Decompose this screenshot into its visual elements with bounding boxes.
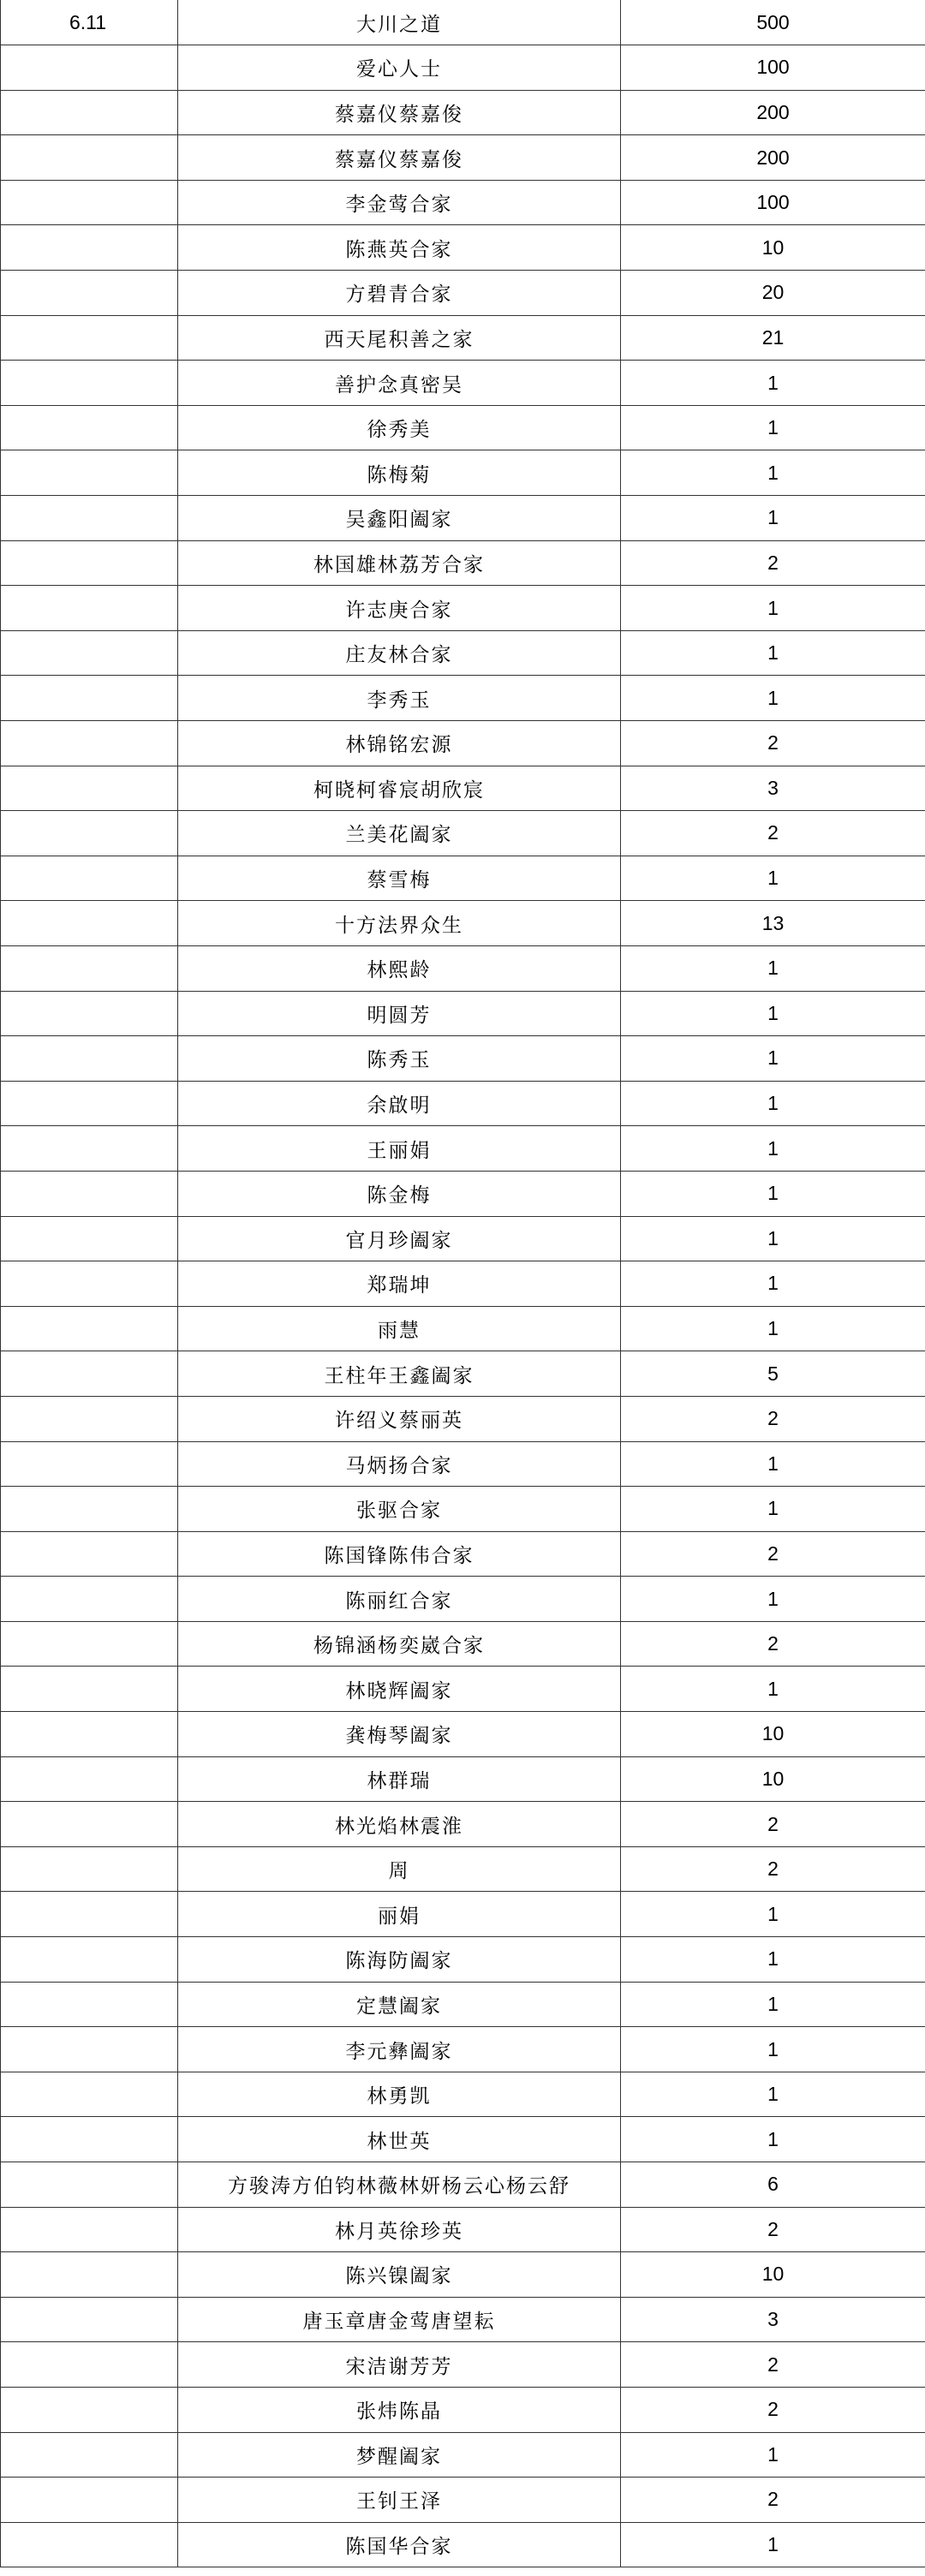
date-cell: [1, 361, 178, 406]
table-row: [1, 2027, 925, 2072]
date-cell: [1, 180, 178, 225]
donor-name-cell: 陈兴镍阖家: [178, 2252, 621, 2298]
date-cell: [1, 135, 178, 181]
date-cell: [1, 2117, 178, 2162]
donor-name-cell: 林熙龄: [178, 945, 621, 991]
table-row: [1, 45, 925, 91]
donor-name-cell: 林国雄林荔芳合家: [178, 540, 621, 586]
date-cell: [1, 405, 178, 450]
date-cell: [1, 1892, 178, 1937]
date-cell: [1, 1937, 178, 1983]
amount-cell: 1: [621, 2522, 925, 2567]
date-cell: [1, 2342, 178, 2388]
date-cell: [1, 2297, 178, 2342]
donor-name-cell: 蔡嘉仪蔡嘉俊: [178, 135, 621, 181]
donor-name-cell: 王丽娟: [178, 1126, 621, 1172]
date-cell: [1, 315, 178, 361]
amount-cell: 100: [621, 180, 925, 225]
donor-name-cell: 龚梅琴阖家: [178, 1712, 621, 1757]
table-row: [1, 1441, 925, 1487]
donor-name-cell: 梦醒阖家: [178, 2432, 621, 2478]
donor-name-cell: 余啟明: [178, 1081, 621, 1126]
amount-cell: 1: [621, 1937, 925, 1983]
donor-name-cell: 兰美花阖家: [178, 811, 621, 856]
amount-cell: 1: [621, 630, 925, 676]
table-row: [1, 1802, 925, 1847]
table-row: [1, 2207, 925, 2252]
date-cell: [1, 1171, 178, 1216]
donor-name-cell: 唐玉章唐金莺唐望耘: [178, 2297, 621, 2342]
amount-cell: 2: [621, 721, 925, 766]
table-row: [1, 1756, 925, 1802]
date-cell: [1, 1846, 178, 1892]
table-row: [1, 2162, 925, 2208]
date-cell: [1, 496, 178, 541]
donor-name-cell: 吴鑫阳阖家: [178, 496, 621, 541]
date-cell: [1, 2207, 178, 2252]
amount-cell: 10: [621, 2252, 925, 2298]
date-cell: [1, 90, 178, 135]
date-cell: [1, 1081, 178, 1126]
date-cell: [1, 676, 178, 721]
donor-name-cell: 李金莺合家: [178, 180, 621, 225]
donor-name-cell: 徐秀美: [178, 405, 621, 450]
table-row: [1, 271, 925, 316]
amount-cell: 1: [621, 1081, 925, 1126]
donor-name-cell: 陈金梅: [178, 1171, 621, 1216]
donor-name-cell: 陈国锋陈伟合家: [178, 1531, 621, 1577]
table-row: [1, 2387, 925, 2432]
table-row: [1, 1396, 925, 1441]
donor-name-cell: 陈秀玉: [178, 1036, 621, 1082]
amount-cell: 1: [621, 1577, 925, 1622]
amount-cell: 1: [621, 945, 925, 991]
table-row: [1, 1621, 925, 1667]
date-cell: [1, 1982, 178, 2027]
amount-cell: 2: [621, 1531, 925, 1577]
date-cell: [1, 271, 178, 316]
date-cell: [1, 1756, 178, 1802]
date-cell: [1, 811, 178, 856]
date-cell: [1, 1396, 178, 1441]
donor-name-cell: 张炜陈晶: [178, 2387, 621, 2432]
date-cell: [1, 225, 178, 271]
amount-cell: 1: [621, 2432, 925, 2478]
donor-name-cell: 柯晓柯睿宸胡欣宸: [178, 766, 621, 811]
table-row: [1, 586, 925, 631]
donor-name-cell: 马炳扬合家: [178, 1441, 621, 1487]
date-cell: [1, 540, 178, 586]
date-cell: [1, 1261, 178, 1307]
date-cell: [1, 991, 178, 1036]
date-cell: [1, 1531, 178, 1577]
amount-cell: 1: [621, 1126, 925, 1172]
date-cell: [1, 1577, 178, 1622]
amount-cell: 1: [621, 1216, 925, 1261]
table-row: [1, 1171, 925, 1216]
date-cell: [1, 1351, 178, 1397]
donor-name-cell: 林勇凯: [178, 2072, 621, 2117]
table-row: [1, 721, 925, 766]
donor-name-cell: 杨锦涵杨奕崴合家: [178, 1621, 621, 1667]
date-cell: [1, 1487, 178, 1532]
table-row: [1, 1126, 925, 1172]
date-cell: [1, 1036, 178, 1082]
amount-cell: 13: [621, 901, 925, 946]
amount-cell: 10: [621, 225, 925, 271]
donor-name-cell: 蔡嘉仪蔡嘉俊: [178, 90, 621, 135]
date-cell: [1, 2522, 178, 2567]
donor-name-cell: 明圆芳: [178, 991, 621, 1036]
donor-name-cell: 林锦铭宏源: [178, 721, 621, 766]
donor-name-cell: 方碧青合家: [178, 271, 621, 316]
amount-cell: 1: [621, 1261, 925, 1307]
table-row: [1, 135, 925, 181]
table-row: [1, 945, 925, 991]
table-row: [1, 1667, 925, 1712]
table-row: [1, 2432, 925, 2478]
date-cell: [1, 856, 178, 901]
donor-name-cell: 林月英徐珍英: [178, 2207, 621, 2252]
amount-cell: 1: [621, 1982, 925, 2027]
amount-cell: 1: [621, 991, 925, 1036]
amount-cell: 2: [621, 1621, 925, 1667]
table-row: [1, 1261, 925, 1307]
amount-cell: 1: [621, 2117, 925, 2162]
donor-name-cell: 李元彝阖家: [178, 2027, 621, 2072]
date-cell: [1, 450, 178, 496]
table-row: [1, 1036, 925, 1082]
donor-name-cell: 王柱年王鑫阖家: [178, 1351, 621, 1397]
donor-name-cell: 陈海防阖家: [178, 1937, 621, 1983]
date-cell: [1, 45, 178, 91]
table-row: [1, 2252, 925, 2298]
table-row: [1, 1712, 925, 1757]
amount-cell: 2: [621, 2342, 925, 2388]
date-cell: [1, 2432, 178, 2478]
table-row: [1, 1306, 925, 1351]
table-row: [1, 2478, 925, 2523]
amount-cell: 2: [621, 1846, 925, 1892]
table-row: [1, 1577, 925, 1622]
amount-cell: 1: [621, 1441, 925, 1487]
amount-cell: 2: [621, 811, 925, 856]
amount-cell: 100: [621, 45, 925, 91]
amount-cell: 20: [621, 271, 925, 316]
ledger-body: [1, 0, 925, 2567]
date-cell: [1, 2027, 178, 2072]
date-cell: [1, 1712, 178, 1757]
date-cell: [1, 2252, 178, 2298]
amount-cell: 2: [621, 2478, 925, 2523]
table-row: [1, 2297, 925, 2342]
table-row: [1, 856, 925, 901]
donor-name-cell: 周: [178, 1846, 621, 1892]
date-cell: [1, 2387, 178, 2432]
donor-name-cell: 蔡雪梅: [178, 856, 621, 901]
table-row: [1, 315, 925, 361]
amount-cell: 3: [621, 2297, 925, 2342]
table-row: [1, 1081, 925, 1126]
date-cell: [1, 586, 178, 631]
amount-cell: 10: [621, 1756, 925, 1802]
amount-cell: 1: [621, 450, 925, 496]
date-cell: 6.11: [1, 0, 178, 45]
amount-cell: 1: [621, 1036, 925, 1082]
table-row: [1, 90, 925, 135]
table-row: [1, 405, 925, 450]
date-cell: [1, 630, 178, 676]
date-cell: [1, 1126, 178, 1172]
donor-name-cell: 大川之道: [178, 0, 621, 45]
donor-name-cell: 郑瑞坤: [178, 1261, 621, 1307]
amount-cell: 1: [621, 2027, 925, 2072]
date-cell: [1, 1441, 178, 1487]
date-cell: [1, 945, 178, 991]
amount-cell: 1: [621, 1487, 925, 1532]
amount-cell: 200: [621, 135, 925, 181]
amount-cell: 1: [621, 496, 925, 541]
table-row: [1, 811, 925, 856]
donor-name-cell: 林群瑞: [178, 1756, 621, 1802]
donor-name-cell: 林世英: [178, 2117, 621, 2162]
table-row: [1, 1531, 925, 1577]
amount-cell: 1: [621, 1667, 925, 1712]
date-cell: [1, 1306, 178, 1351]
amount-cell: 1: [621, 405, 925, 450]
table-row: [1, 450, 925, 496]
donor-name-cell: 陈国华合家: [178, 2522, 621, 2567]
amount-cell: 2: [621, 2387, 925, 2432]
donor-name-cell: 善护念真密吴: [178, 361, 621, 406]
date-cell: [1, 901, 178, 946]
donor-name-cell: 十方法界众生: [178, 901, 621, 946]
table-row: [1, 2072, 925, 2117]
donor-name-cell: 林晓辉阖家: [178, 1667, 621, 1712]
table-row: [1, 225, 925, 271]
table-row: [1, 1216, 925, 1261]
date-cell: [1, 2072, 178, 2117]
date-cell: [1, 1216, 178, 1261]
amount-cell: 1: [621, 676, 925, 721]
amount-cell: 1: [621, 1892, 925, 1937]
amount-cell: 1: [621, 1171, 925, 1216]
table-row: [1, 1937, 925, 1983]
donor-name-cell: 宋洁谢芳芳: [178, 2342, 621, 2388]
date-cell: [1, 766, 178, 811]
amount-cell: 1: [621, 1306, 925, 1351]
donor-name-cell: 陈丽红合家: [178, 1577, 621, 1622]
table-row: [1, 1846, 925, 1892]
donor-name-cell: 林光焰林震淮: [178, 1802, 621, 1847]
table-row: [1, 496, 925, 541]
donor-name-cell: 雨慧: [178, 1306, 621, 1351]
amount-cell: 6: [621, 2162, 925, 2208]
donor-name-cell: 庄友林合家: [178, 630, 621, 676]
donor-name-cell: 官月珍阖家: [178, 1216, 621, 1261]
donor-name-cell: 许志庚合家: [178, 586, 621, 631]
table-row: [1, 766, 925, 811]
amount-cell: 200: [621, 90, 925, 135]
table-row: [1, 1982, 925, 2027]
amount-cell: 10: [621, 1712, 925, 1757]
donor-name-cell: 张驱合家: [178, 1487, 621, 1532]
table-row: [1, 540, 925, 586]
donor-name-cell: 陈梅菊: [178, 450, 621, 496]
date-cell: [1, 2162, 178, 2208]
table-row: [1, 2522, 925, 2567]
table-row: [1, 991, 925, 1036]
amount-cell: 2: [621, 540, 925, 586]
table-row: [1, 2117, 925, 2162]
donor-name-cell: 许绍义蔡丽英: [178, 1396, 621, 1441]
table-row: [1, 630, 925, 676]
donor-name-cell: 方骏涛方伯钧林薇林妍杨云心杨云舒: [178, 2162, 621, 2208]
table-row: [1, 1892, 925, 1937]
amount-cell: 2: [621, 1802, 925, 1847]
table-row: [1, 1487, 925, 1532]
table-row: [1, 180, 925, 225]
donor-name-cell: 爱心人士: [178, 45, 621, 91]
date-cell: [1, 1802, 178, 1847]
date-cell: [1, 1621, 178, 1667]
date-cell: [1, 721, 178, 766]
date-cell: [1, 1667, 178, 1712]
table-row: [1, 676, 925, 721]
amount-cell: 21: [621, 315, 925, 361]
amount-cell: 500: [621, 0, 925, 45]
table-row: [1, 0, 925, 45]
date-cell: [1, 2478, 178, 2523]
table-row: [1, 2342, 925, 2388]
amount-cell: 1: [621, 586, 925, 631]
amount-cell: 1: [621, 361, 925, 406]
donor-name-cell: 定慧阖家: [178, 1982, 621, 2027]
table-row: [1, 361, 925, 406]
donor-name-cell: 王钊王泽: [178, 2478, 621, 2523]
table-row: [1, 1351, 925, 1397]
amount-cell: 2: [621, 2207, 925, 2252]
amount-cell: 3: [621, 766, 925, 811]
amount-cell: 1: [621, 856, 925, 901]
amount-cell: 1: [621, 2072, 925, 2117]
table-row: [1, 901, 925, 946]
donor-name-cell: 李秀玉: [178, 676, 621, 721]
amount-cell: 2: [621, 1396, 925, 1441]
donor-name-cell: 丽娟: [178, 1892, 621, 1937]
donor-name-cell: 西天尾积善之家: [178, 315, 621, 361]
amount-cell: 5: [621, 1351, 925, 1397]
donor-name-cell: 陈燕英合家: [178, 225, 621, 271]
